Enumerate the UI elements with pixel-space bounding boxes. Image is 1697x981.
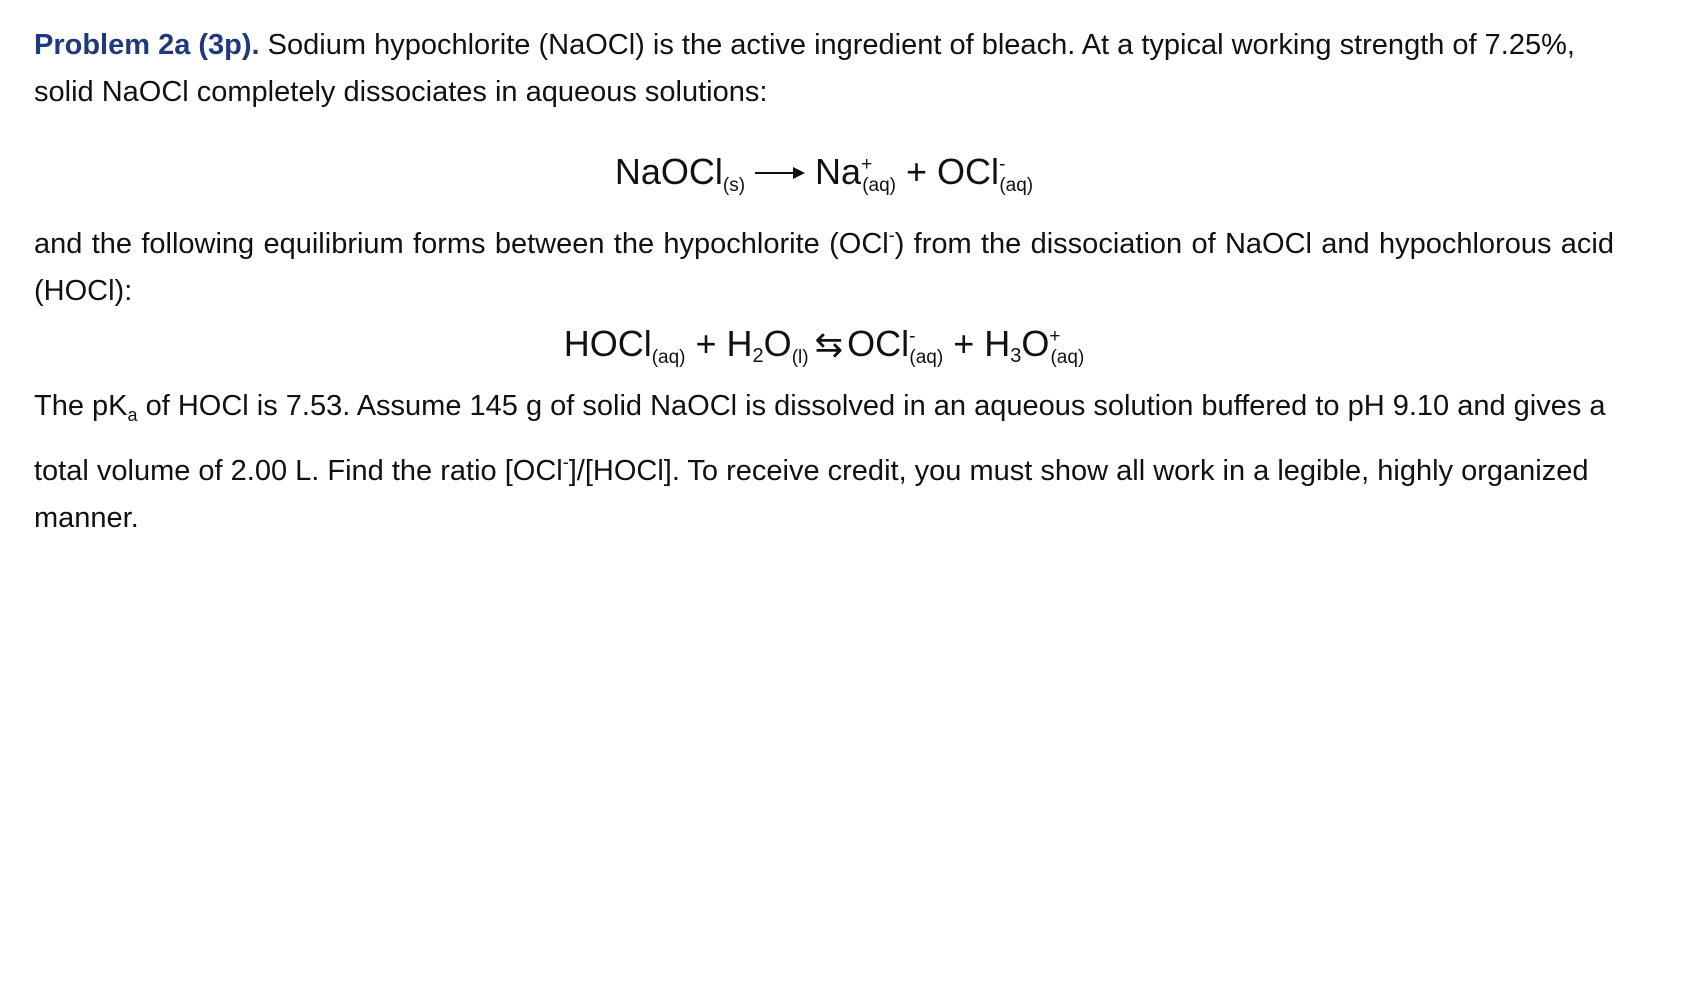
- middle-text-1: and the following equilibrium forms between the hypochlorite (OCl: [34, 228, 889, 260]
- eq2-hydronium-tail: O: [1021, 323, 1050, 364]
- final-text-2: of HOCl is 7.53. Assume 145 g of solid NaOCl is dissolved in an aqueous solution buffered to pH 9.10 and gives a total volume of 2.00 L. Find the ratio [OCl: [34, 390, 1606, 487]
- eq1-product1: Na: [815, 151, 862, 192]
- question-paragraph: [34, 383, 1614, 542]
- eq2-product1-state: (aq): [909, 347, 944, 368]
- equilibrium-equation: [34, 312, 1614, 383]
- eq2-product1: OCl: [847, 323, 910, 364]
- eq2-reactant1: HOCl: [563, 323, 652, 364]
- eq2-hydronium-subscript: 3: [1010, 345, 1022, 367]
- final-text-1: The pK: [34, 390, 128, 422]
- eq1-product2: OCl: [937, 151, 1000, 192]
- final-charge: -: [562, 452, 569, 472]
- eq2-hydronium-state: (aq): [1050, 347, 1085, 368]
- eq2-product1-charge: -: [909, 326, 916, 347]
- eq1-reactant-state: (s): [722, 175, 746, 196]
- eq1-product1-charge: +: [861, 154, 873, 175]
- eq2-water-tail: O: [763, 323, 792, 364]
- eq2-reactant1-state: (aq): [651, 347, 686, 368]
- intro-text: Sodium hypochlorite (NaOCl) is the active ingredient of bleach. At a typical working strength of 7.25%, solid NaOCl completely dissociates in aqueous solutions:: [34, 29, 1575, 108]
- eq2-plus1: + H: [685, 323, 753, 364]
- middle-text-2: ) from the dissociation of NaOCl and hypochlorous acid (HOCl):: [34, 228, 1614, 307]
- problem-heading: Problem 2a (3p).: [34, 29, 260, 61]
- eq1-reactant: NaOCl: [614, 151, 723, 192]
- eq2-hydronium-charge: +: [1049, 326, 1061, 347]
- right-arrow-icon: [755, 172, 803, 174]
- eq1-plus: +: [895, 151, 938, 192]
- middle-charge: -: [888, 225, 895, 245]
- eq1-product1-state: (aq): [862, 175, 896, 196]
- equilibrium-arrow-icon: ⇆: [814, 326, 844, 364]
- final-text-3: ]/[HOCl]. To receive credit, you must show all work in a legible, highly organized manner.: [34, 455, 1589, 534]
- eq2-water-subscript: 2: [752, 345, 764, 367]
- eq1-product2-charge: -: [999, 154, 1006, 175]
- eq1-product2-state: (aq): [999, 175, 1034, 196]
- pka-subscript: a: [127, 405, 138, 425]
- equilibrium-intro-paragraph: [34, 212, 1614, 315]
- eq2-water-state: (l): [791, 347, 809, 368]
- eq2-plus2: + H: [943, 323, 1011, 364]
- dissociation-equation: [34, 140, 1614, 211]
- problem-intro-paragraph: [34, 22, 1614, 116]
